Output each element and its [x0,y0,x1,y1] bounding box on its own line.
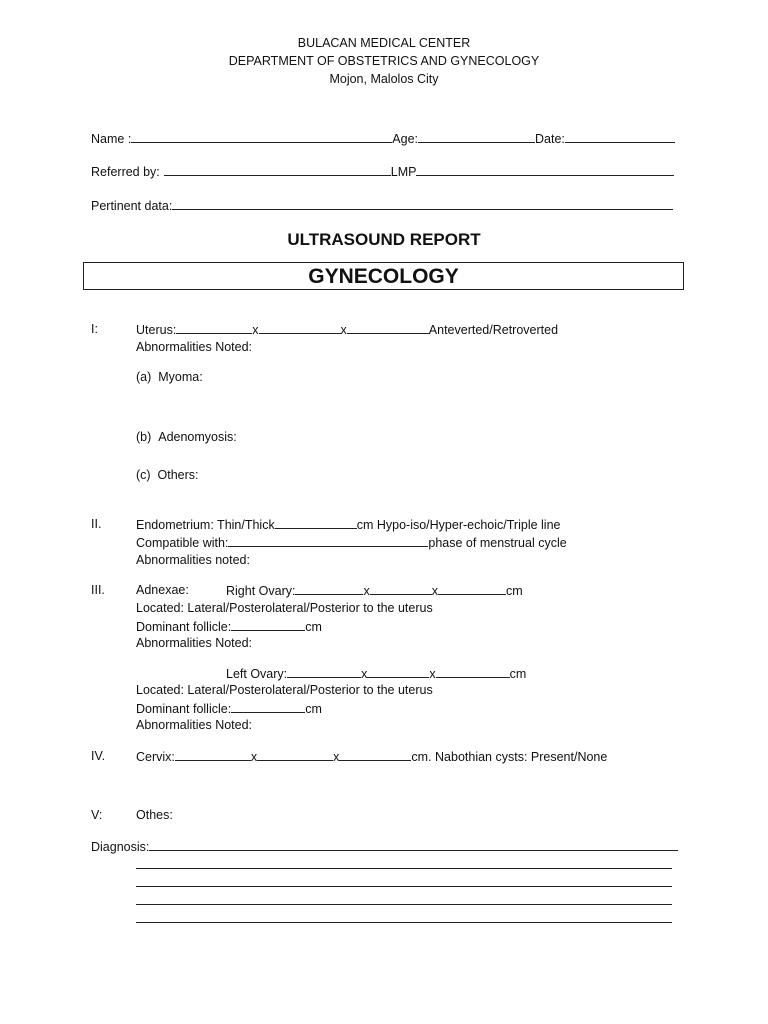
right-ovary-dim-3[interactable] [438,583,506,595]
compatible-field[interactable] [228,535,428,547]
diagnosis-field-1[interactable] [149,839,678,851]
patient-info-row-1 [91,131,675,146]
right-ovary-unit: cm [505,584,523,598]
left-ovary-dim-2[interactable] [367,666,429,678]
lmp-field[interactable] [416,164,674,176]
diagnosis-row [91,839,678,854]
left-ovary-location: Located: Lateral/Posterolateral/Posterior to the uterus [136,683,433,697]
item-c-marker: (c) [136,468,151,482]
endometrium-echo: cm Hypo-iso/Hyper-echoic/Triple line [356,518,561,532]
section-title: GYNECOLOGY [308,265,459,288]
uterus-dim-1[interactable] [176,322,252,334]
report-title: ULTRASOUND REPORT [287,230,481,249]
section-1-number: I: [91,322,98,336]
diagnosis-field-3[interactable] [136,886,672,887]
left-dominant-follicle-unit: cm [305,702,322,716]
others-section-label: Othes: [136,808,173,822]
myoma-item [136,370,203,384]
patient-info-row-2 [91,164,674,179]
compatible-row [136,535,567,550]
diagnosis-field-2[interactable] [136,868,672,869]
lmp-label: LMP [390,165,417,179]
left-ovary-x-2: x [429,667,436,681]
left-ovary-label: Left Ovary: [226,667,288,681]
endometrium-abnormalities-label: Abnormalities noted: [136,553,250,567]
age-label: Age: [392,132,419,146]
compatible-label: Compatible with: [136,536,229,550]
others-label: Others: [157,468,199,482]
name-label: Name : [91,132,132,146]
uterus-dim-2[interactable] [259,322,341,334]
left-ovary-dim-3[interactable] [436,666,510,678]
cervix-dim-1[interactable] [175,749,251,761]
section-3-number: III. [91,583,105,597]
name-field[interactable] [131,131,392,143]
right-ovary-location: Located: Lateral/Posterolateral/Posterior to the uterus [136,601,433,615]
left-dominant-follicle-label: Dominant follicle: [136,702,232,716]
right-ovary-row [226,583,523,598]
referred-by-field[interactable] [164,164,391,176]
diagnosis-field-4[interactable] [136,904,672,905]
right-ovary-dim-1[interactable] [295,583,363,595]
endometrium-row [136,517,561,532]
cervix-row [136,749,607,764]
uterus-row [136,322,558,337]
left-dominant-follicle-field[interactable] [231,701,305,713]
diagnosis-label: Diagnosis: [91,840,150,854]
uterus-version: Anteverted/Retroverted [428,323,559,337]
date-field[interactable] [565,131,675,143]
cervix-x-2: x [333,750,340,764]
nabothian-cysts-label: cm. Nabothian cysts: Present/None [411,750,608,764]
uterus-abnormalities-label: Abnormalities Noted: [136,340,253,354]
hospital-address: Mojon, Malolos City [329,72,439,86]
department-name: DEPARTMENT OF OBSTETRICS AND GYNECOLOGY [228,54,540,68]
referred-by-label: Referred by: [91,165,160,179]
left-ovary-dim-1[interactable] [287,666,361,678]
right-dominant-follicle-row [136,619,322,634]
uterus-x-2: x [340,323,347,337]
adenomyosis-item [136,430,237,444]
item-a-marker: (a) [136,370,152,384]
item-b-marker: (b) [136,430,152,444]
left-ovary-x-1: x [361,667,368,681]
right-dominant-follicle-unit: cm [305,620,322,634]
age-field[interactable] [418,131,535,143]
diagnosis-field-5[interactable] [136,922,672,923]
right-ovary-x-2: x [431,584,438,598]
cervix-dim-2[interactable] [257,749,333,761]
left-ovary-row [226,666,526,681]
endometrium-thickness-field[interactable] [275,517,357,529]
adenomyosis-label: Adenomyosis: [158,430,237,444]
right-ovary-label: Right Ovary: [226,584,296,598]
section-title-box [83,262,684,290]
section-4-number: IV. [91,749,106,763]
endometrium-label: Endometrium: Thin/Thick [136,518,275,532]
right-ovary-x-1: x [363,584,370,598]
others-item [136,468,199,482]
hospital-name: BULACAN MEDICAL CENTER [297,36,471,50]
patient-info-row-3 [91,198,673,213]
right-dominant-follicle-field[interactable] [231,619,305,631]
myoma-label: Myoma: [158,370,203,384]
section-2-number: II. [91,517,102,531]
adnexae-label: Adnexae: [136,583,189,597]
uterus-dim-3[interactable] [347,322,429,334]
uterus-x-1: x [252,323,259,337]
right-dominant-follicle-label: Dominant follicle: [136,620,232,634]
cervix-dim-3[interactable] [339,749,411,761]
right-ovary-abnormalities-label: Abnormalities Noted: [136,636,253,650]
cervix-label: Cervix: [136,750,175,764]
cervix-x-1: x [250,750,258,764]
uterus-label: Uterus: [136,323,177,337]
left-ovary-abnormalities-label: Abnormalities Noted: [136,718,253,732]
section-5-number: V: [91,808,103,822]
right-ovary-dim-2[interactable] [370,583,432,595]
pertinent-data-field[interactable] [172,198,673,210]
phase-label: phase of menstrual cycle [428,536,567,550]
left-dominant-follicle-row [136,701,322,716]
date-label: Date: [535,132,565,146]
left-ovary-unit: cm [509,667,527,681]
pertinent-data-label: Pertinent data: [91,199,173,213]
